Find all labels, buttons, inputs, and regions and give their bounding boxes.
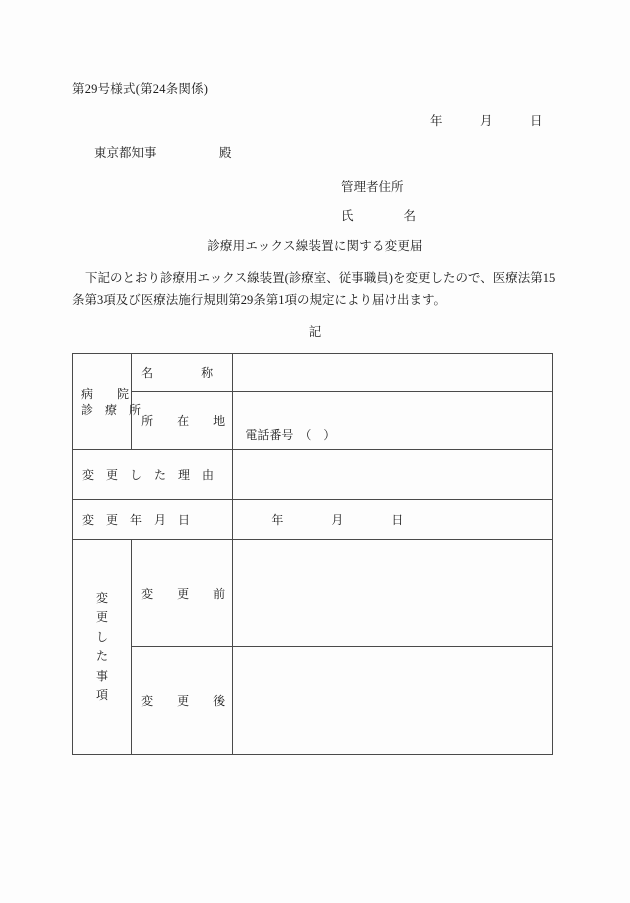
change-date-value: 年 月 日 [271, 513, 404, 527]
after-change-value-cell[interactable] [233, 647, 553, 755]
change-notification-table [72, 353, 553, 755]
reason-label: 変 更 し た 理 由 [82, 468, 215, 482]
before-change-label: 変 更 前 [141, 586, 226, 601]
body-line-1: 下記のとおり診療用エックス線装置(診療室、従事職員)を変更したので、医療法第15 [85, 271, 556, 285]
table-row [73, 647, 553, 755]
table-row [73, 500, 553, 540]
reason-label-cell [73, 450, 233, 500]
change-date-label: 変 更 年 月 日 [82, 513, 191, 527]
facility-label-line-1: 病 院 [81, 386, 130, 401]
body-line-2: 条第3項及び医療法施行規則第29条第1項の規定により届け出ます。 [72, 293, 447, 307]
name-label: 名 称 [141, 366, 214, 380]
name-value-cell[interactable] [233, 354, 553, 392]
name-label-cell [132, 354, 233, 392]
table-row [73, 354, 553, 392]
after-change-label: 変 更 後 [141, 694, 226, 708]
recipient-line: 東京都知事 殿 [94, 146, 232, 160]
form-number: 第29号様式(第24条関係) [72, 82, 209, 96]
date-line: 年 月 日 [430, 114, 543, 128]
address-label: 所 在 地 [141, 414, 226, 428]
address-label-cell [132, 392, 233, 450]
table-row [73, 540, 553, 647]
changed-items-vertical-label: 変 更 し た 事 項 [96, 590, 109, 702]
facility-label-line-2: 診 療 所 [81, 402, 142, 417]
facility-type-label-cell [73, 354, 142, 450]
body-paragraph [72, 267, 562, 311]
administrator-address-label: 管理者住所 [341, 180, 404, 194]
change-date-value-cell[interactable] [233, 500, 553, 540]
reason-value-cell[interactable] [233, 450, 553, 500]
table-row [73, 450, 553, 500]
before-change-value-cell[interactable] [233, 540, 553, 647]
address-value-cell[interactable] [233, 392, 553, 450]
administrator-name-label: 氏 名 [341, 209, 417, 223]
ki-mark: 記 [308, 325, 322, 339]
after-change-label-cell [132, 647, 233, 755]
table-row [73, 392, 553, 450]
before-change-label-cell [132, 540, 233, 647]
change-date-label-cell [73, 500, 233, 540]
phone-number-label: 電話番号 （ ） [245, 428, 336, 442]
document-title: 診療用エックス線装置に関する変更届 [207, 239, 423, 253]
changed-items-label-cell [73, 540, 132, 755]
